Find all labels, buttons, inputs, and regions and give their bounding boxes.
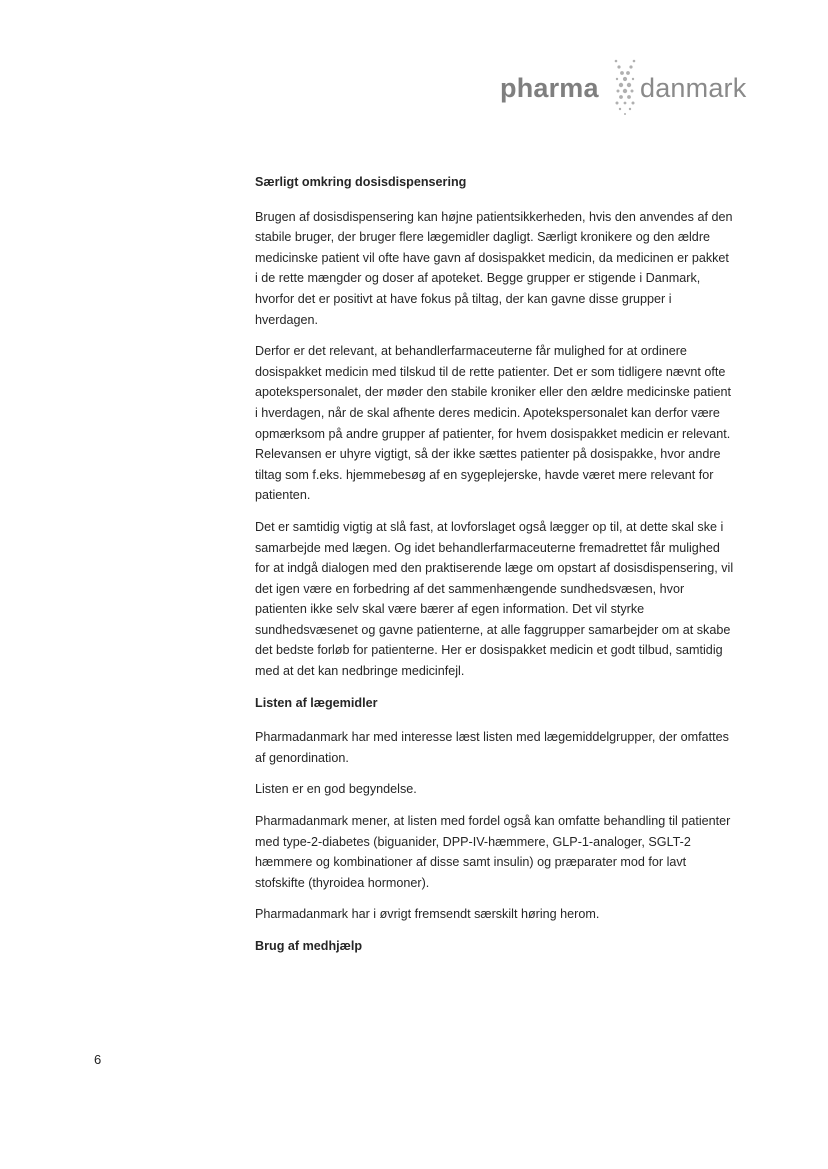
paragraph: Pharmadanmark har i øvrigt fremsendt særskilt høring herom. [255,907,600,922]
document-body [255,172,735,971]
logo-word-pharma: pharma [500,73,599,103]
paragraph: Pharmadanmark mener, at listen med fordel også kan omfatte behandling til patienter med type-2-diabetes (biguanider, DPP-IV-hæmmere, GLP-1-analoger, SGLT-2 hæmmere og kombinationer af disse samt insulin) og præparater mod for lavt stofskifte (thyroidea hormoner). [255,814,731,890]
section-heading-medhjaelp: Brug af medhjælp [255,939,363,953]
logo-word-danmark: danmark [640,73,747,103]
paragraph: Det er samtidig vigtig at slå fast, at lovforslaget også lægger op til, at dette skal ske i samarbejde med lægen. Og idet behandlerfarmaceuterne fremadrettet får mulighed for at indgå dialogen med den praktiserende læge om opstart af dosisdispensering, vil det igen være en forbedring af det sammenhængende sundhedsvæsen, hvor patienten ikke selv skal være bærer af egen information. Det vil styrke sundhedsvæsenet og gavne patienterne, at alle faggrupper samarbejder om at skabe det bedste forløb for patienterne. Her er dosispakket medicin et godt tilbud, samtidig med at det kan nedbringe medicinfejl. [255,519,734,679]
paragraph: Pharmadanmark har med interesse læst listen med lægemiddelgrupper, der omfattes af genordination. [255,730,729,765]
section-heading-laegemidler: Listen af lægemidler [255,695,378,710]
paragraph: Brugen af dosisdispensering kan højne patientsikkerheden, hvis den anvendes af den stabile bruger, der bruger flere lægemidler dagligt. Særligt kronikere og den ældre medicinske patient vil ofte have gavn af dosispakket medicin, da medicinen er pakket i de rette mængder og doser af apoteket. Begge grupper er stigende i Danmark, hvorfor det er positivt at have fokus på tiltag, der kan gavne disse grupper i hverdagen. [255,209,733,327]
paragraph: Derfor er det relevant, at behandlerfarmaceuterne får mulighed for at ordinere dosispakket medicin med tilskud til de rette patienter. Det er som tidligere nævnt ofte apotekspersonalet, der møder den stabile kroniker eller den ældre medicinske patient i hverdagen, når de skal afhente deres medicin. Apotekspersonalet kan derfor være opmærksom på andre grupper af patienter, for hvem dosispakket medicin er relevant. Relevansen er uhyre vigtigt, så der ikke sættes patienter på dosispakke, hvor andre tiltag som f.eks. hjemmebesøg af en sygeplejerske, havde været mere relevant for patienten. [255,344,732,503]
pharmadanmark-logo [500,58,760,118]
page-number: 6 [94,1052,102,1067]
section-heading-dosisdispensering: Særligt omkring dosisdispensering [255,175,467,189]
paragraph: Listen er en god begyndelse. [255,782,417,797]
dotted-x-logo-icon [608,58,642,118]
